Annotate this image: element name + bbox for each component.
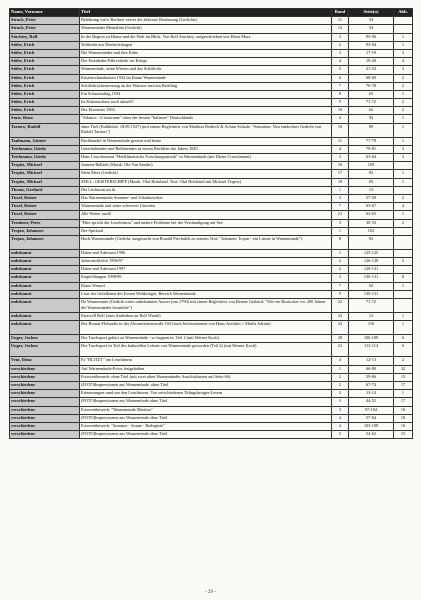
author-cell: Tarnow, Rudolf	[10, 123, 80, 137]
band-cell: 20	[332, 335, 349, 343]
table-row	[10, 335, 413, 343]
band-cell: 3	[332, 390, 349, 398]
table-row	[10, 258, 413, 266]
author-cell: verschiedene	[10, 365, 80, 373]
pages-cell: 62	[349, 107, 394, 115]
title-cell: Schiffsbrückenwerung an der Warnow und am Breitling	[80, 82, 332, 90]
table-row	[10, 431, 413, 439]
band-cell: 11	[332, 137, 349, 145]
title-cell: Jantzen-Ballade (Musik: Ola Van Sander)	[80, 162, 332, 170]
band-cell: 8	[332, 235, 349, 249]
illustrations-cell: 2	[394, 99, 413, 107]
title-cell: Daten und Adressen 1997	[80, 266, 332, 274]
table-row	[10, 343, 413, 357]
author-cell: Stübe, Erich	[10, 74, 80, 82]
band-cell: 2	[332, 266, 349, 274]
illustrations-cell: 10	[394, 422, 413, 430]
table-row	[10, 422, 413, 430]
pages-cell: 112-114	[349, 343, 394, 357]
author-cell: Tiesel, Reiner	[10, 203, 80, 211]
illustrations-cell	[394, 249, 413, 257]
author-cell: unbekannt	[10, 258, 80, 266]
author-cell: Struck, Peter	[10, 25, 80, 33]
pages-cell: 106-109	[349, 335, 394, 343]
illustrations-cell: 17	[394, 398, 413, 406]
pages-cell: 63-64	[349, 154, 394, 162]
author-cell: Terpitz, Michael	[10, 162, 80, 170]
table-row	[10, 58, 413, 66]
band-cell: 10	[332, 107, 349, 115]
band-cell: 3	[332, 398, 349, 406]
illustrations-cell: 2	[394, 357, 413, 365]
pages-cell: 92	[349, 282, 394, 290]
illustrations-cell: 2	[394, 82, 413, 90]
title-cell: Der Eisenbahn-Fährverkehr im Kriege	[80, 58, 332, 66]
pages-cell: 95-96	[349, 33, 394, 41]
table-row	[10, 249, 413, 257]
author-cell: Stübe, Erich	[10, 58, 80, 66]
pages-cell: 125-125	[349, 249, 394, 257]
title-cell: Ein Schaulauftag 1934	[80, 90, 332, 98]
header-illustrations: Abb.	[394, 9, 413, 17]
band-cell: 4	[332, 145, 349, 153]
illustrations-cell: 1	[394, 390, 413, 398]
table-row	[10, 90, 413, 98]
band-cell: 23	[332, 321, 349, 335]
illustrations-cell: 2	[394, 74, 413, 82]
table-row	[10, 17, 413, 25]
pages-cell: 12	[349, 313, 394, 321]
pages-cell: 54	[349, 25, 394, 33]
author-cell: Terpitz, Michael	[10, 170, 80, 178]
illustrations-cell: 15	[394, 373, 413, 381]
table-row	[10, 66, 413, 74]
pages-cell: 83	[349, 170, 394, 178]
illustrations-cell: 2	[394, 219, 413, 227]
author-cell: Unger, Jochen	[10, 335, 80, 343]
illustrations-cell	[394, 266, 413, 274]
table-row	[10, 282, 413, 290]
band-cell: 2	[332, 41, 349, 49]
table-row	[10, 41, 413, 49]
illustrations-cell: 1	[394, 178, 413, 186]
illustrations-cell: 1	[394, 313, 413, 321]
illustrations-cell: 3	[394, 145, 413, 153]
illustrations-cell	[394, 25, 413, 33]
band-cell: 12	[332, 25, 349, 33]
title-cell: Die Lüchturm un ik	[80, 186, 332, 194]
illustrations-cell	[394, 162, 413, 170]
author-cell: Struck, Peter	[10, 17, 80, 25]
pages-cell: 130-131	[349, 290, 394, 298]
title-cell: Warnemünde, seine Wiesen und das Schilfrohr	[80, 66, 332, 74]
title-cell: Walkerde aus Diedrichshagen	[80, 41, 332, 49]
header-pages: Seite(n)	[349, 9, 394, 17]
illustrations-cell: 17	[394, 381, 413, 389]
author-cell: Stübe, Erich	[10, 82, 80, 90]
band-cell: 22	[332, 299, 349, 313]
table-row	[10, 321, 413, 335]
band-cell: 18	[332, 178, 349, 186]
author-cell: verschiedene	[10, 422, 80, 430]
header-name: Name, Vorname	[10, 9, 80, 17]
table-row	[10, 290, 413, 298]
pages-cell: 66-80	[349, 365, 394, 373]
table-row	[10, 227, 413, 235]
pages-cell: 89	[349, 123, 394, 137]
author-cell: Stübe, Erich	[10, 90, 80, 98]
band-cell: 2	[332, 381, 349, 389]
table-row	[10, 211, 413, 219]
author-cell: Unger, Jochen	[10, 343, 80, 357]
table-row	[10, 49, 413, 57]
band-cell: 5	[332, 431, 349, 439]
pages-cell: 83	[349, 178, 394, 186]
band-cell: 16	[332, 162, 349, 170]
table-row	[10, 137, 413, 145]
illustrations-cell: 6	[394, 343, 413, 357]
title-cell: (FOTO)Impressionen aus Warnemünde ohne Titel	[80, 431, 332, 439]
author-cell: Tiesel, Reiner	[10, 194, 80, 202]
band-cell: 2	[332, 373, 349, 381]
title-cell: Mein Meer (Gedicht)	[80, 170, 332, 178]
table-row	[10, 194, 413, 202]
table-row	[10, 313, 413, 321]
title-cell: Erinnerungen rund um den Leuchtturm. Von verschiedenen Tidingsbringer-Lesern	[80, 390, 332, 398]
author-cell: Trojan, Johannes	[10, 227, 80, 235]
table-row	[10, 170, 413, 178]
band-cell: 4	[332, 58, 349, 66]
illustrations-cell: 3	[394, 49, 413, 57]
author-cell: Stübe, Erich	[10, 99, 80, 107]
band-cell: 23	[332, 313, 349, 321]
pages-cell: 44-52	[349, 398, 394, 406]
table-row	[10, 74, 413, 82]
title-cell: "Hier spricht der Leuchtturm" und andere Probleme bei der Verständigung auf See	[80, 219, 332, 227]
table-row	[10, 203, 413, 211]
illustrations-cell: 5	[394, 258, 413, 266]
title-cell: Liste der Gefallenen des Ersten Weltkrieges, Bereich Warnemünde	[80, 290, 332, 298]
title-cell: (FOTO)Impressionen aus Warnemünde. ohne Titel	[80, 381, 332, 389]
illustrations-cell: 3	[394, 66, 413, 74]
pages-cell: 17-19	[349, 49, 394, 57]
band-cell: 4	[332, 422, 349, 430]
title-cell: Fotowettbewerb: "Warnemünde Maritim"	[80, 406, 332, 414]
illustrations-cell	[394, 235, 413, 249]
band-cell: 4	[332, 357, 349, 365]
title-cell: Der Spickaal	[80, 227, 332, 235]
title-cell: De Warnminner (Gedicht eines unbekannten Autors (um 1790) mit einem Begleittext von Renate Gerhard: "Wie ein Rostocker vor 200 Jahren die Warnemünder beurteilte")	[80, 299, 332, 313]
table-row	[10, 266, 413, 274]
table-row	[10, 357, 413, 365]
band-cell: 1	[332, 249, 349, 257]
band-cell: 9	[332, 290, 349, 298]
title-cell: Alle Wetter auch!	[80, 211, 332, 219]
table-row	[10, 373, 413, 381]
author-cell: Stübe, Erich	[10, 66, 80, 74]
illustrations-cell: 8	[394, 274, 413, 282]
table-row	[10, 186, 413, 194]
pages-cell: 67-74	[349, 381, 394, 389]
title-cell: Fotowettbewerb: "Sommer - Sonne - Badegäste"	[80, 422, 332, 430]
illustrations-cell: 10	[394, 406, 413, 414]
header-title: Titel	[80, 9, 332, 17]
illustrations-cell: 1	[394, 321, 413, 335]
table-row	[10, 115, 413, 123]
table-header-row	[10, 9, 413, 17]
table-row	[10, 219, 413, 227]
pages-cell: 57-64	[349, 414, 394, 422]
title-cell: Die Warnemünder und ihre Kühe	[80, 49, 332, 57]
table-row	[10, 414, 413, 422]
author-cell: Trojan, Johannes	[10, 235, 80, 249]
table-row	[10, 25, 413, 33]
pages-cell: 76-78	[349, 82, 394, 90]
illustrations-cell: 1	[394, 123, 413, 137]
band-cell: 8	[332, 90, 349, 98]
title-cell: Unterhaltendes und Belehrendes in einem Büchlein des Jahres 1845	[80, 145, 332, 153]
illustrations-cell	[394, 290, 413, 298]
author-cell: verschiedene	[10, 398, 80, 406]
pages-cell: 79-81	[349, 145, 394, 153]
illustrations-cell: 15	[394, 431, 413, 439]
band-cell: 3	[332, 219, 349, 227]
band-cell: 3	[332, 406, 349, 414]
table-row	[10, 123, 413, 137]
band-cell: 3	[332, 49, 349, 57]
pages-cell: 93-94	[349, 41, 394, 49]
author-cell: Thoms, Gerhard	[10, 186, 80, 194]
illustrations-cell: 4	[394, 203, 413, 211]
pages-cell: 126-128	[349, 258, 394, 266]
pages-cell: 63-67	[349, 203, 394, 211]
author-cell: verschiedene	[10, 381, 80, 389]
author-cell: Terpitz, Michael	[10, 178, 80, 186]
title-cell: Küstenschutzbauten 1932 im Raum Warnemünde	[80, 74, 332, 82]
table-row	[10, 398, 413, 406]
pages-cell: 129-131	[349, 266, 394, 274]
illustrations-cell	[394, 17, 413, 25]
band-cell: 17	[332, 170, 349, 178]
pages-cell: 21-23	[349, 66, 394, 74]
table-row	[10, 390, 413, 398]
band-cell: 16	[332, 123, 349, 137]
title-cell: Fotowettbewerb: ohne Titel (mit zwei alten Warnemünder Ansichtskarten auf Seite 66)	[80, 373, 332, 381]
author-cell: unbekannt	[10, 299, 80, 313]
table-row	[10, 365, 413, 373]
band-cell: 3	[332, 154, 349, 162]
illustrations-cell: 6	[394, 335, 413, 343]
table-row	[10, 154, 413, 162]
title-cell: (FOTO)Impressionen aus Warnemünde ohne Titel	[80, 414, 332, 422]
band-cell: 3	[332, 274, 349, 282]
table-row	[10, 274, 413, 282]
pages-cell: 63	[349, 90, 394, 98]
title-cell: Klaus Wenzel	[80, 282, 332, 290]
illustrations-cell: 2	[394, 194, 413, 202]
pages-cell: 59-66	[349, 373, 394, 381]
band-cell: 11	[332, 17, 349, 25]
illustrations-cell	[394, 227, 413, 235]
band-cell: 4	[332, 414, 349, 422]
title-cell: Hoch Warnemünde (Gedicht, ausgesucht von Ronald Piechulek zu seinem Text: "Johannes Trojan - ein Literat in Warnemünde")	[80, 235, 332, 249]
illustrations-cell: 1	[394, 137, 413, 145]
author-cell: Stübe, Erich	[10, 49, 80, 57]
author-cell: Tiesel, Reiner	[10, 211, 80, 219]
pages-cell: 116	[349, 321, 394, 335]
band-cell: 21	[332, 211, 349, 219]
title-cell: Ist Küstenschutz noch aktuell?	[80, 99, 332, 107]
author-cell: unbekannt	[10, 321, 80, 335]
illustrations-cell: 1	[394, 170, 413, 178]
pages-cell: 71-72	[349, 299, 394, 313]
pages-cell: 54	[349, 17, 394, 25]
illustrations-cell: 4	[394, 58, 413, 66]
title-cell: Warnemünde und seine schweren Unwetter	[80, 203, 332, 211]
band-cell: 21	[332, 343, 349, 357]
illustrations-cell: 2	[394, 107, 413, 115]
band-cell: 3	[332, 33, 349, 41]
band-cell: 9	[332, 99, 349, 107]
illustrations-cell: 1	[394, 90, 413, 98]
title-cell: Belehrung von'n Berliner oewer dei akkerate Benömung (Gedichte)	[80, 17, 332, 25]
pages-cell: 71-72	[349, 99, 394, 107]
pages-cell: 68-69	[349, 74, 394, 82]
pages-cell: 30-33	[349, 219, 394, 227]
table-row	[10, 99, 413, 107]
illustrations-cell: 1	[394, 33, 413, 41]
title-cell: Empfehlungen 1998/99	[80, 274, 332, 282]
author-cell: verschiedene	[10, 414, 80, 422]
pages-cell: 103	[349, 227, 394, 235]
header-band: Band	[332, 9, 349, 17]
title-cell: Buchhandel in Warnemünde gestern und heute	[80, 137, 332, 145]
band-cell: 6	[332, 74, 349, 82]
pages-cell: 109	[349, 162, 394, 170]
title-cell: Jahresrückblick 1996/97	[80, 258, 332, 266]
illustrations-cell: 18	[394, 414, 413, 422]
pages-cell: 77-78	[349, 137, 394, 145]
author-cell: unbekannt	[10, 290, 80, 298]
illustrations-cell: 1	[394, 211, 413, 219]
illustrations-cell: 32	[394, 365, 413, 373]
page-number: - 29 -	[205, 590, 216, 595]
title-cell: Das Warnemünder Sommer- und Urlaubswetter	[80, 194, 332, 202]
table-row	[10, 107, 413, 115]
title-cell: In der Region zu Hause und die Welt im Blick. Von Rolf Stuchtey, aufgeschrieben von Horst Marx	[80, 33, 332, 41]
table-row	[10, 82, 413, 90]
title-cell: Hans Cruschmanns "Heilklimatische Forschungsanstalt" in Warnemünde (mit Dieter Cruschmann)	[80, 154, 332, 162]
author-cell: unbekannt	[10, 266, 80, 274]
band-cell: 3	[332, 194, 349, 202]
title-cell: Auf Warnemünde-Fotos festgehalten	[80, 365, 332, 373]
band-cell: 7	[332, 82, 349, 90]
author-cell: unbekannt	[10, 274, 80, 282]
pages-cell: 12-13	[349, 357, 394, 365]
pages-cell: 54-62	[349, 431, 394, 439]
band-cell: 1	[332, 186, 349, 194]
table-row	[10, 145, 413, 153]
table-row	[10, 381, 413, 389]
pages-cell: 130-131	[349, 274, 394, 282]
title-cell: Der Bonsai-Holunder in der Alexandrinenstraße 104 (nach Informationen von Hans-Joachim + Marlis Adrian)	[80, 321, 332, 335]
title-cell: Der Taschsport ist Teil des kulturellen Lebens von Warnemünde geworden (Teil 2) (mit Werner Koch)	[80, 343, 332, 357]
band-cell: 5	[332, 66, 349, 74]
band-cell: 1	[332, 365, 349, 373]
author-cell: Trenkner, Peter	[10, 219, 80, 227]
author-cell: unbekannt	[10, 249, 80, 257]
table-body	[10, 17, 413, 439]
pages-cell: 13	[349, 186, 394, 194]
table-row	[10, 299, 413, 313]
table-row	[10, 162, 413, 170]
pages-cell: 63-65	[349, 211, 394, 219]
illustrations-cell: 1	[394, 115, 413, 123]
title-cell: Es "BLITZT" am Leuchtturm	[80, 357, 332, 365]
title-cell: (FOTO)Impressionen aus Warnemünde ohne Titel	[80, 398, 332, 406]
table-row	[10, 235, 413, 249]
illustrations-cell	[394, 186, 413, 194]
index-page	[9, 8, 412, 439]
band-cell: 7	[332, 203, 349, 211]
title-cell: Farewell Rolf (zum Andenken an Rolf Wendt)	[80, 313, 332, 321]
author-cell: unbekannt	[10, 313, 80, 321]
author-cell: verschiedene	[10, 406, 80, 414]
title-cell: ohne Titel (Kalkhütte, 18.09.1927) (mit einem Begleittext von Matthias Redieck & Achim Schade: "Sensation: Neu entdecktes Gedicht von Rudolf Tarnow")	[80, 123, 332, 137]
pages-cell: 97-104	[349, 406, 394, 414]
pages-cell: 105-108	[349, 422, 394, 430]
band-cell: 1	[332, 227, 349, 235]
title-cell: Der Eiswinter 1963	[80, 107, 332, 115]
illustrations-cell: 1	[394, 41, 413, 49]
pages-cell: 57-59	[349, 194, 394, 202]
title-cell: "Atlantic - il ristorante" einer der besten "Italiener" Deutschlands	[80, 115, 332, 123]
pages-cell: 93	[349, 115, 394, 123]
author-cell: Taufmann, Günter	[10, 137, 80, 145]
table-row	[10, 33, 413, 41]
author-cell: Stübe, Erich	[10, 107, 80, 115]
author-cell: verschiedene	[10, 431, 80, 439]
table-row	[10, 178, 413, 186]
author-cell: verschiedene	[10, 390, 80, 398]
illustrations-cell	[394, 299, 413, 313]
illustrations-cell: 1	[394, 282, 413, 290]
pages-cell: 13-14	[349, 390, 394, 398]
band-cell: 4	[332, 115, 349, 123]
author-cell: verschiedene	[10, 373, 80, 381]
title-cell: SPILL: GEISTERSCHIFF (Musik: Olaf Hohrland. Text: Olaf Hohrland mit Michael Terpitz)	[80, 178, 332, 186]
band-cell: 7	[332, 282, 349, 290]
title-cell: Daten und Adressen 1996	[80, 249, 332, 257]
illustrations-cell: 3	[394, 154, 413, 162]
author-cell: Stutz, Reno	[10, 115, 80, 123]
author-cell: Teichmann, Gisela	[10, 154, 80, 162]
title-cell: Warnemünder Mentalität (Gedicht)	[80, 25, 332, 33]
author-cell: Vent, Ilona	[10, 357, 80, 365]
author-cell: Stuchtey, Rolf	[10, 33, 80, 41]
author-cell: Teichmann, Gisela	[10, 145, 80, 153]
author-cell: Stübe, Erich	[10, 41, 80, 49]
pages-cell: 83	[349, 235, 394, 249]
title-cell: Der Taschsport gehört zu Warnemünde - so begann es. Teil 1 (mit Werner Koch)	[80, 335, 332, 343]
author-cell: unbekannt	[10, 282, 80, 290]
pages-cell: 19-20	[349, 58, 394, 66]
table-row	[10, 406, 413, 414]
author-index-table	[9, 8, 413, 439]
band-cell: 2	[332, 258, 349, 266]
